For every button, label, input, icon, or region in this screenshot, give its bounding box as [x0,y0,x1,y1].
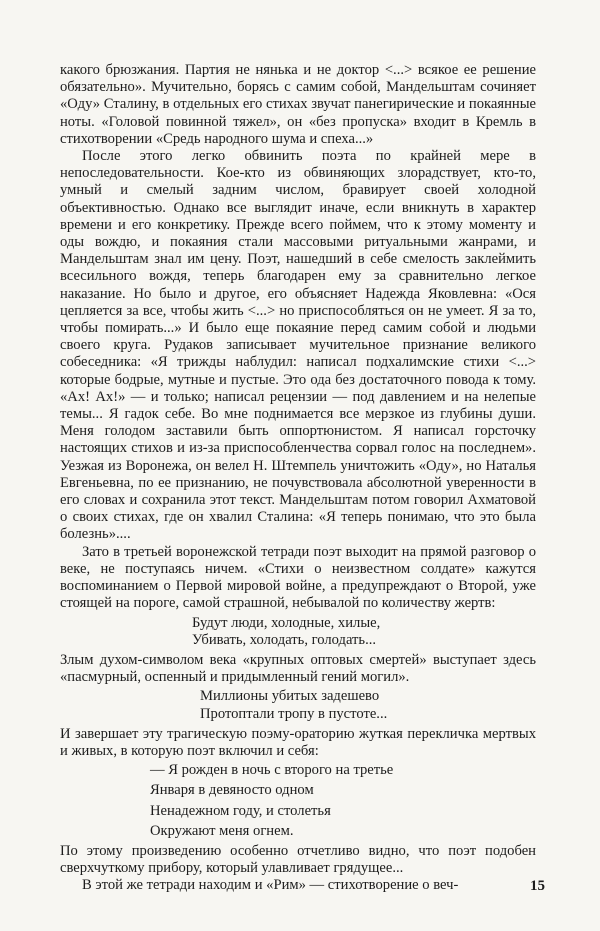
verse-line: — Я рожден в ночь с второго на третье [150,762,394,779]
verse-line: Ненадежном году, и столетья [150,802,331,819]
page-content [60,62,536,895]
verse-quote [60,762,536,840]
verse-line: Будут люди, холодные, хилые, [192,614,381,631]
verse-line: Миллионы убитых задешево [200,688,380,705]
paragraph: В этой же тетради находим и «Рим» — стихотворение о веч- [82,877,459,894]
verse-line: Протоптали тропу в пустоте... [200,705,388,722]
paragraph: И завершает эту трагическую поэму-ораторию жуткая перекличка мертвых и живых, в которую поэт включил и себя: [60,725,536,759]
paragraph: После этого легко обвинить поэта по крайней мере в непоследовательности. Кое-кто из обвиняющих злорадствует, кто-то, умный и смелый задним числом, бравирует своей холодной объективностью. Однако все выглядит иначе, если вникнуть в характер времени и его конкретику. Прежде всего поймем, что к этому моменту и оды вождю, и покаяния стали массовыми ритуальными жанрами, и Мандельштам знал им цену. Поэт, нашедший в себе смелость заклеймить всесильного вождя, теперь благодарен ему за сравнительно легкое наказание. Но было и другое, его объясняет Надежда Яковлевна: «Ося цепляется за все, чтобы жить <...> но приспособляться он не умеет. Я за то, чтобы помирать...» И было еще покаяние перед самим собой и людьми своего круга. Рудаков записывает мучительное признание великого собеседника: «Я трижды наблудил: написал подхалимские стихи <...> которые бодрые, мутные и пустые. Это ода без достаточного повода к тому. «Ах! Ах!» — и только; написал рецензии — под давлением и на нелепые темы... Я гадок себе. Во мне поднимается все мерзкое из глубины души. Меня голодом заставили быть оппортюнистом. Я написал горсточку настоящих стихов и из-за приспособленчества сорвал голос на последнем». Уезжая из Воронежа, он велел Н. Штемпель уничтожить «Оду», но Наталья Евгеньевна, по ее признанию, не почувствовала абсолютной уверенности в его словах и сохранила этот текст. Мандельштам потом говорил Ахматовой о своих стихах, где он хвалил Сталина: «Я теперь понимаю, что это была болезнь».... [60,148,536,543]
paragraph: По этому произведению особенно отчетливо видно, что поэт подобен сверхчуткому прибору, который улавливает грядущее... [60,842,536,877]
verse-line: Января в девяносто одном [150,782,314,799]
paragraph: Зато в третьей воронежской тетради поэт выходит на прямой разговор о веке, не поступаясь ничем. «Стихи о неизвестном солдате» кажутся воспоминанием о Первой мировой войне, а предупреждают о Второй, уже стоящей на пороге, самой страшной, небывалой по количеству жертв: [60,543,536,612]
page-number: 15 [530,878,545,894]
verse-quote [60,688,536,722]
verse-line: Окружают меня огнем. [150,822,294,839]
verse-quote [60,615,536,649]
paragraph: Злым духом-символом века «крупных оптовых смертей» выступает здесь «пасмурный, оспенный и придымленный гений могил». [60,651,536,686]
verse-line: Убивать, холодать, голодать... [192,631,377,648]
paragraph: какого брюзжания. Партия не нянька и не доктор <...> всякое ее решение обязательно». Мучительно, борясь с самим собой, Мандельштам сочиняет «Оду» Сталину, в отдельных его стихах звучат панегирические и покаянные ноты. «Головой повинной тяжел», он «без пропуска» входит в Кремль в стихотворении «Средь народного шума и спеха...» [60,62,536,147]
